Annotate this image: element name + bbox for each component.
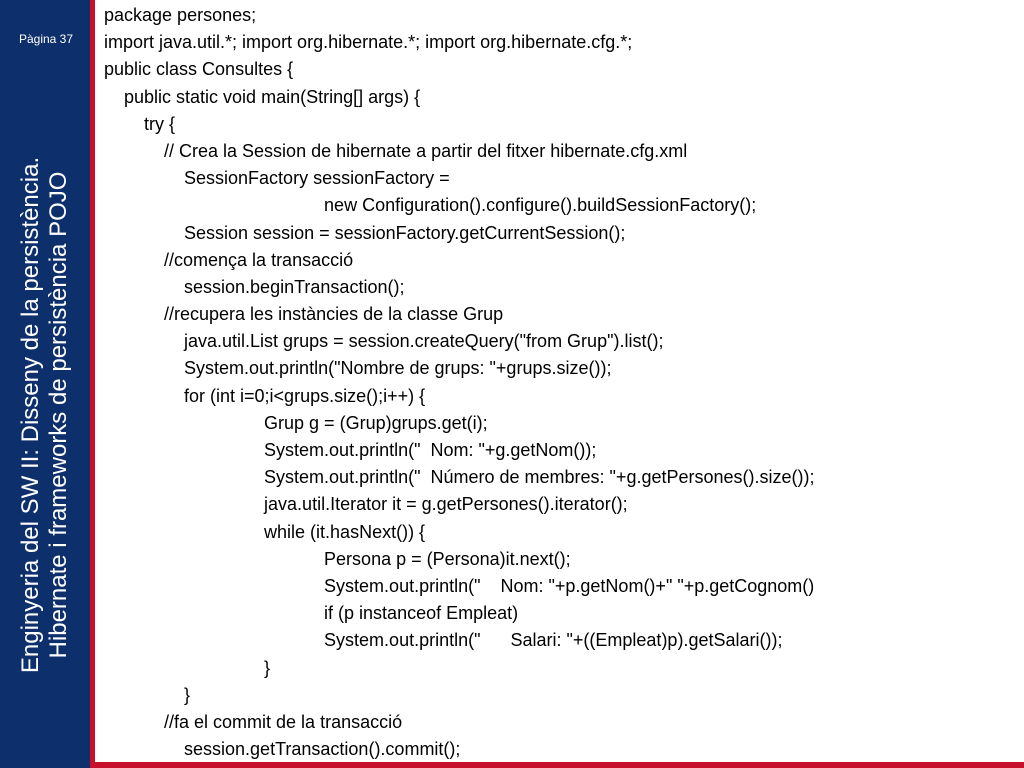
code-line: } — [104, 657, 271, 678]
accent-rule-vertical — [90, 0, 95, 768]
code-line: Grup g = (Grup)grups.get(i); — [104, 412, 488, 433]
code-line: session.beginTransaction(); — [104, 276, 405, 297]
sidebar — [0, 0, 90, 768]
code-line: public static void main(String[] args) { — [104, 86, 421, 107]
code-line: System.out.println(" Salari: "+((Empleat)p).getSalari()); — [104, 630, 783, 651]
code-line: new Configuration().configure().buildSessionFactory(); — [104, 195, 757, 216]
code-line: SessionFactory sessionFactory = — [104, 168, 450, 189]
code-line: System.out.println(" Nom: "+p.getNom()+" "+p.getCognom() — [104, 575, 815, 596]
code-line: while (it.hasNext()) { — [104, 521, 426, 542]
code-line: Persona p = (Persona)it.next(); — [104, 548, 571, 569]
code-line: session.getTransaction().commit(); — [104, 739, 461, 760]
code-line: System.out.println(" Nom: "+g.getNom()); — [104, 440, 597, 460]
code-line: //recupera les instàncies de la classe Grup — [104, 304, 504, 325]
slide-title-line-2: Hibernate i frameworks de persistència POJO — [45, 171, 72, 659]
accent-rule-bottom — [90, 762, 1024, 768]
code-line: } — [104, 684, 191, 705]
code-line: try { — [104, 113, 176, 134]
code-line: java.util.List grups = session.createQuery("from Grup").list(); — [104, 331, 664, 352]
code-line: Session session = sessionFactory.getCurrentSession(); — [104, 222, 626, 243]
code-line: System.out.println(" Número de membres: "+g.getPersones().size()); — [104, 467, 815, 488]
code-line: //fa el commit de la transacció — [104, 711, 403, 732]
slide-title — [0, 70, 90, 760]
code-line: for (int i=0;i<grups.size();i++) { — [104, 385, 426, 406]
code-line: if (p instanceof Empleat) — [104, 603, 519, 624]
code-line: public class Consultes { — [104, 59, 294, 80]
code-block — [104, 2, 1024, 762]
code-line: import java.util.*; import org.hibernate.*; import org.hibernate.cfg.*; — [104, 32, 633, 53]
code-line: // Crea la Session de hibernate a partir del fitxer hibernate.cfg.xml — [104, 140, 688, 161]
code-line: //comença la transacció — [104, 249, 354, 270]
code-line: System.out.println("Nombre de grups: "+grups.size()); — [104, 358, 612, 379]
code-line: package persones; — [104, 5, 257, 25]
page-number: Pàgina 37 — [18, 32, 74, 46]
code-line: java.util.Iterator it = g.getPersones().iterator(); — [104, 494, 628, 515]
slide-title-line-1: Enginyeria del SW II: Disseny de la persistència. — [17, 156, 44, 674]
